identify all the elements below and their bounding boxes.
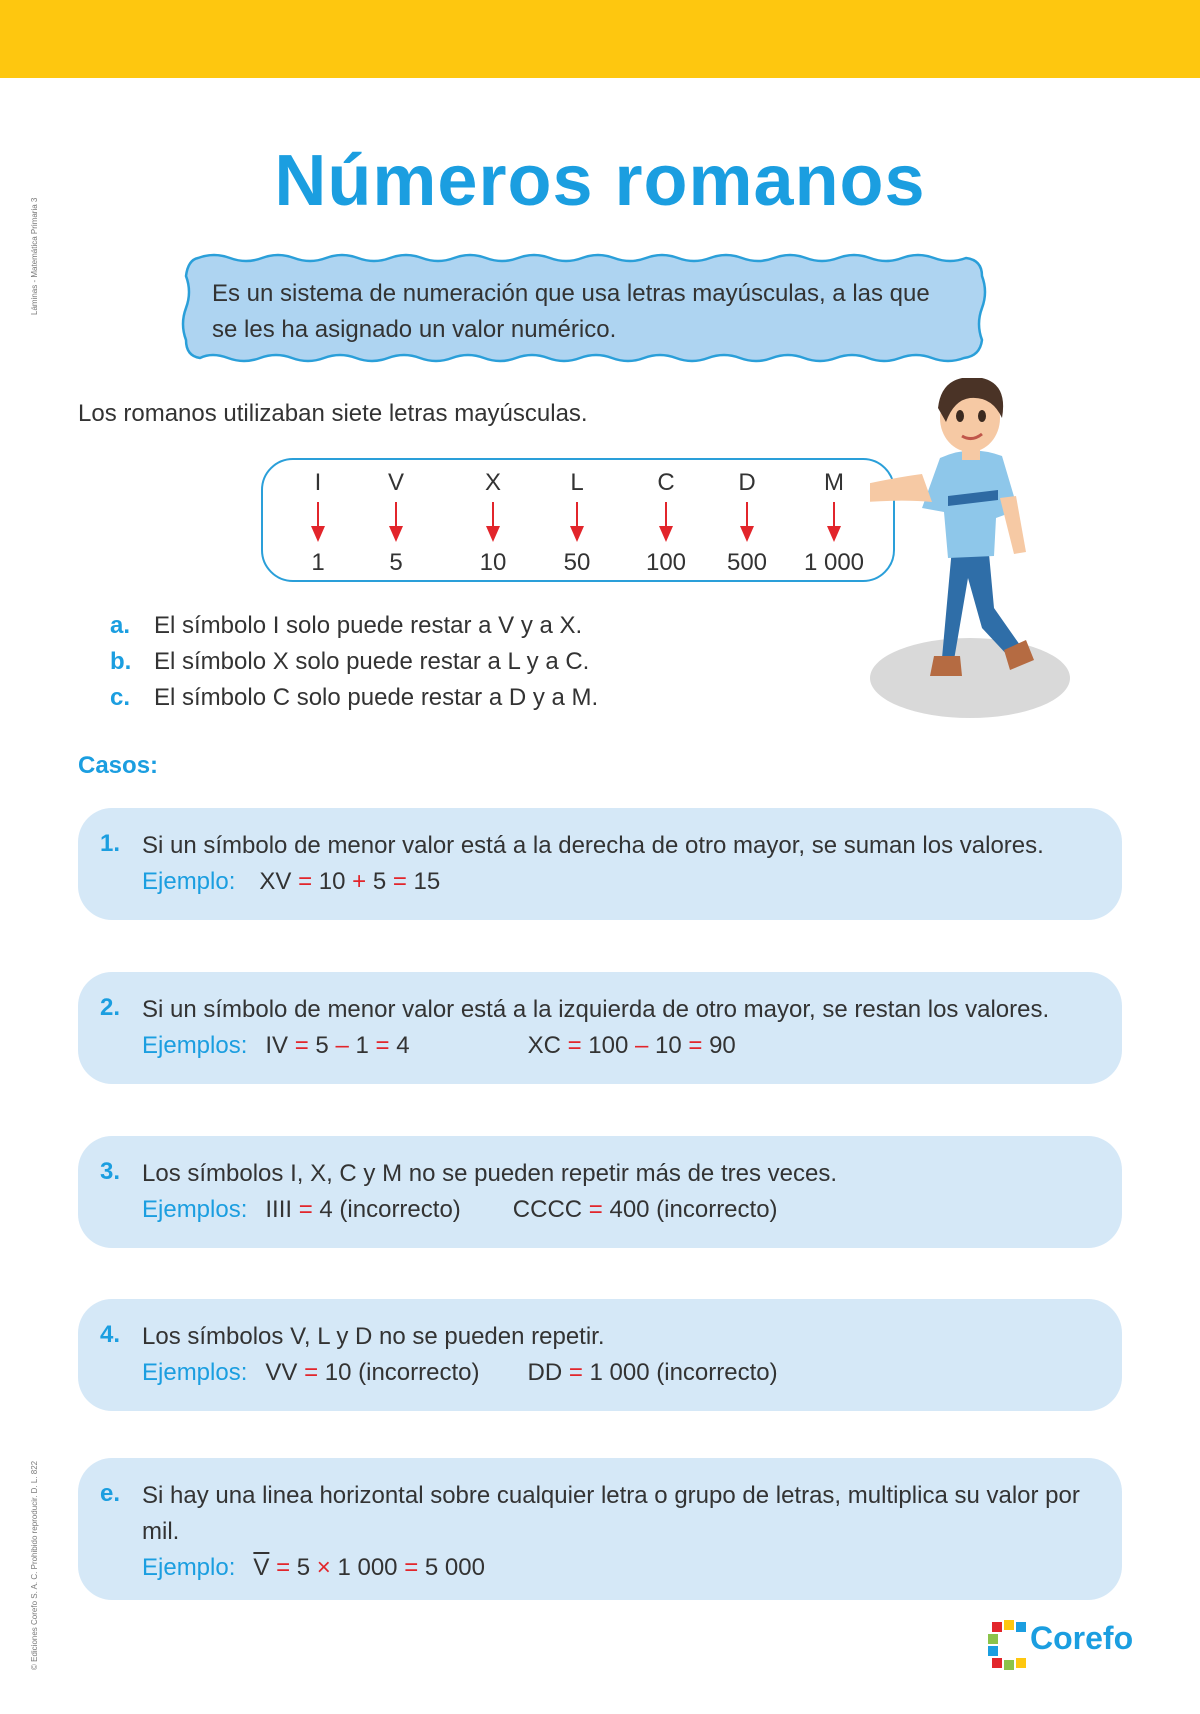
numeric-value: 10 [479,549,507,576]
case-text: Si hay una linea horizontal sobre cualquier letra o grupo de letras, multiplica su valor por mil. Ejemplo: $\overline{V} = 5 \times 1$ 000 = 5 000 [142,1478,1082,1586]
roman-letter: L [570,469,584,496]
case-number: 2. [100,994,121,1021]
top-accent-bar [0,0,1200,78]
case-card [78,808,1122,920]
case-text: Los símbolos I, X, C y M no se pueden repetir más de tres veces. Ejemplos: IIII = 4 (incorrecto) CCCC = 400 (incorrecto) [142,1156,1102,1228]
roman-letter: X [484,469,501,496]
symbol-column [361,466,431,580]
boy-illustration [870,378,1070,728]
side-note-bottom: © Ediciones Corefo S. A. C. Prohibido reproducir. D. L. 822 [30,1460,39,1670]
rule-item: a. El símbolo I solo puede restar a V y a X. [110,612,583,639]
symbol-column [798,466,870,580]
roman-letter: I [314,469,322,496]
page-title: Números romanos [274,141,926,221]
roman-letter: V [387,469,404,496]
corefo-logo-icon [988,1616,1028,1670]
case-text: Si un símbolo de menor valor está a la derecha de otro mayor, se suman los valores. Ejemplo: XV = 10 + 5 = 15 [142,828,1102,900]
rule-item: c. El símbolo C solo puede restar a D y a M. [110,684,599,711]
roman-letter: M [824,469,844,496]
rules-list [110,608,598,716]
numeric-value: 1 000 [803,549,865,576]
roman-letter: D [738,469,756,496]
roman-letter: C [657,469,675,496]
case-card [78,972,1122,1084]
case-example: Ejemplo: $\overline{V} = 5 \times 1$ 000 = 5 000 [142,1554,485,1581]
case-card [78,1299,1122,1411]
case-number: 3. [100,1158,121,1185]
arrow-down-icon [389,502,403,542]
symbol-column [712,466,782,580]
numeric-value: 500 [726,549,768,576]
case-example: Ejemplo: XV = 10 + 5 = 15 [142,868,441,895]
side-note-top: Láminas - Matemática Primaria 3 [30,197,39,315]
arrow-down-icon [486,502,500,542]
case-text: Si un símbolo de menor valor está a la izquierda de otro mayor, se restan los valores. Ejemplos: IV = 5 – 1 = 4 XC = 100 – 10 = 90 [142,992,1102,1064]
casos-heading: Casos: [78,752,159,779]
case-number: 4. [100,1321,121,1348]
numeric-value: 5 [389,549,403,576]
case-card [78,1458,1122,1600]
rule-item: b. El símbolo X solo puede restar a L y a C. [110,648,590,675]
case-example: Ejemplos: IV = 5 – 1 = 4 XC = 100 – 10 = 90 [142,1032,736,1059]
arrow-down-icon [659,502,673,542]
numeric-value: 1 [311,549,325,576]
symbol-column [458,466,528,580]
numeric-value: 100 [645,549,687,576]
case-text: Los símbolos V, L y D no se pueden repetir. Ejemplos: VV = 10 (incorrecto) DD = 1 000 (incorrecto) [142,1319,1102,1391]
arrow-down-icon [740,502,754,542]
arrow-down-icon [311,502,325,542]
numeric-value: 50 [563,549,591,576]
intro-text: Los romanos utilizaban siete letras mayúsculas. [78,400,588,427]
symbol-column [283,466,353,580]
corefo-logo-text: Corefo [1030,1620,1134,1656]
symbol-column [631,466,701,580]
case-example: Ejemplos: IIII = 4 (incorrecto) CCCC = 400 (incorrecto) [142,1196,778,1223]
arrow-down-icon [827,502,841,542]
arrow-down-icon [570,502,584,542]
case-card [78,1136,1122,1248]
symbol-column [542,466,612,580]
definition-text: Es un sistema de numeración que usa letras mayúsculas, a las que se les ha asignado un valor numérico. [212,280,930,343]
case-number: 1. [100,830,121,857]
case-example: Ejemplos: VV = 10 (incorrecto) DD = 1 000 (incorrecto) [142,1359,778,1386]
case-number: e. [100,1480,121,1507]
